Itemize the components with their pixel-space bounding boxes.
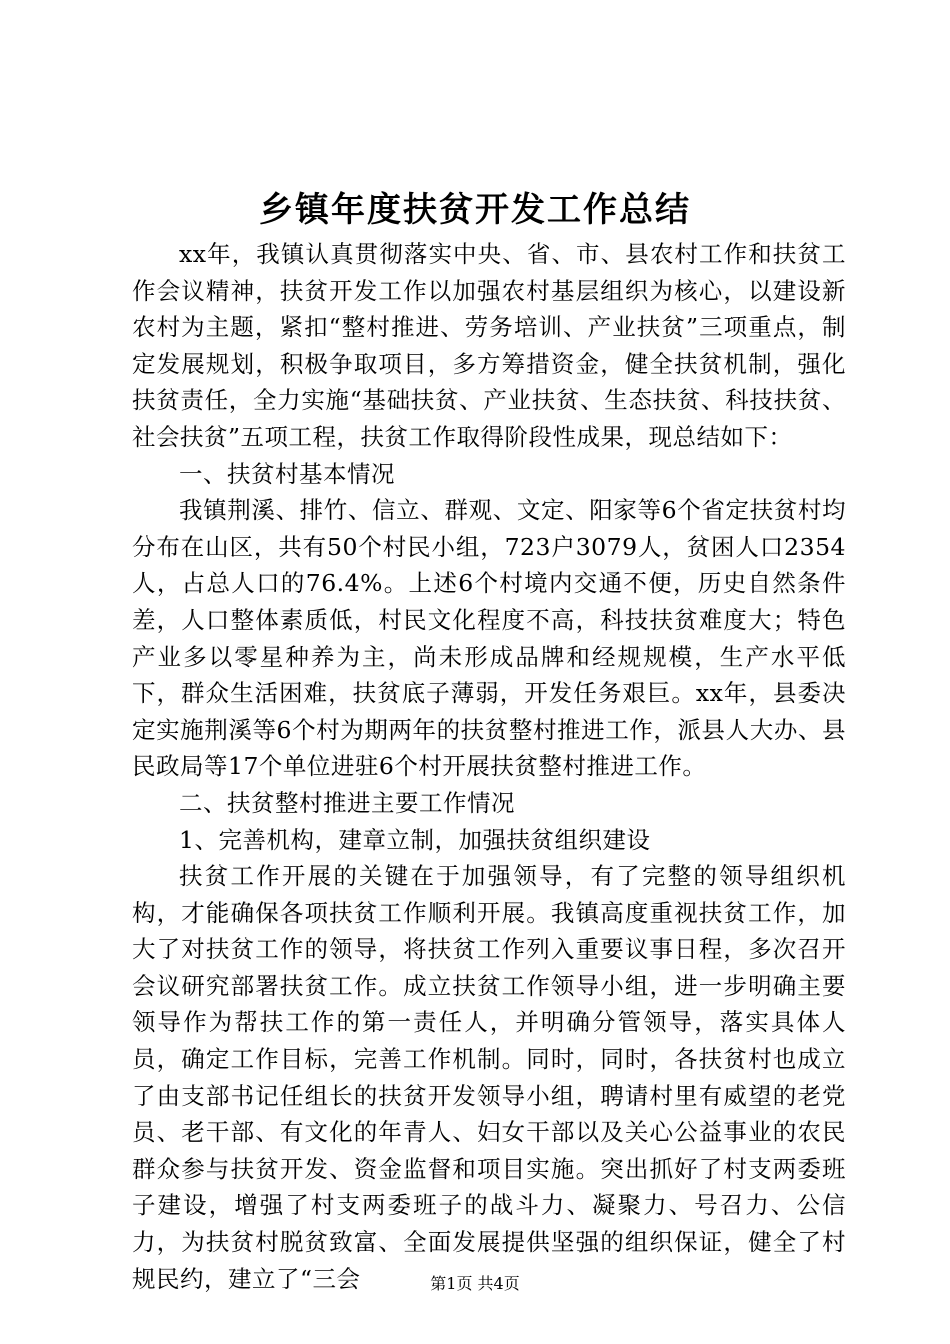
page-number-footer: 第1页 共4页	[430, 1274, 520, 1293]
document-body	[132, 236, 846, 1297]
document-title: 乡镇年度扶贫开发工作总结	[259, 190, 691, 230]
intro-paragraph: xx年，我镇认真贯彻落实中央、省、市、县农村工作和扶贫工作会议精神，扶贫开发工作以加强农村基层组织为核心，以建设新农村为主题，紧扣“整村推进、劳务培训、产业扶贫”三项重点，制定发展规划，积极争取项目，多方筹措资金，健全扶贫机制，强化扶贫责任，全力实施“基础扶贫、产业扶贫、生态扶贫、科技扶贫、社会扶贫”五项工程，扶贫工作取得阶段性成果，现总结如下：	[132, 240, 846, 451]
section-heading-2: 二、扶贫整村推进主要工作情况	[179, 788, 515, 817]
subsection-1-paragraph: 扶贫工作开展的关键在于加强领导，有了完整的领导组织机构，才能确保各项扶贫工作顺利开展。我镇高度重视扶贫工作，加大了对扶贫工作的领导，将扶贫工作列入重要议事日程，多次召开会议研究部署扶贫工作。成立扶贫工作领导小组，进一步明确主要领导作为帮扶工作的第一责任人，并明确分管领导，落实具体人员，确定工作目标，完善工作机制。同时，同时，各扶贫村也成立了由支部书记任组长的扶贫开发领导小组，聘请村里有威望的老党员、老干部、有文化的年青人、妇女干部以及关心公益事业的农民群众参与扶贫开发、资金监督和项目实施。突出抓好了村支两委班子建设，增强了村支两委班子的战斗力、凝聚力、号召力、公信力，为扶贫村脱贫致富、全面发展提供坚强的组织保证，健全了村规民约，建立了“三会	[132, 862, 846, 1293]
section-1-paragraph: 我镇荆溪、排竹、信立、群观、文定、阳家等6个省定扶贫村均分布在山区，共有50个村民小组，723户3079人，贫困人口2354人，占总人口的76.4%。上述6个村境内交通不便，历史自然条件差，人口整体素质低，村民文化程度不高，科技扶贫难度大；特色产业多以零星种养为主，尚未形成品牌和经规规模，生产水平低下，群众生活困难，扶贫底子薄弱，开发任务艰巨。xx年，县委决定实施荆溪等6个村为期两年的扶贫整村推进工作，派县人大办、县民政局等17个单位进驻6个村开展扶贫整村推进工作。	[132, 496, 846, 781]
subsection-heading-1: 1、完善机构，建章立制，加强扶贫组织建设	[179, 825, 651, 854]
section-heading-1: 一、扶贫村基本情况	[179, 459, 395, 488]
